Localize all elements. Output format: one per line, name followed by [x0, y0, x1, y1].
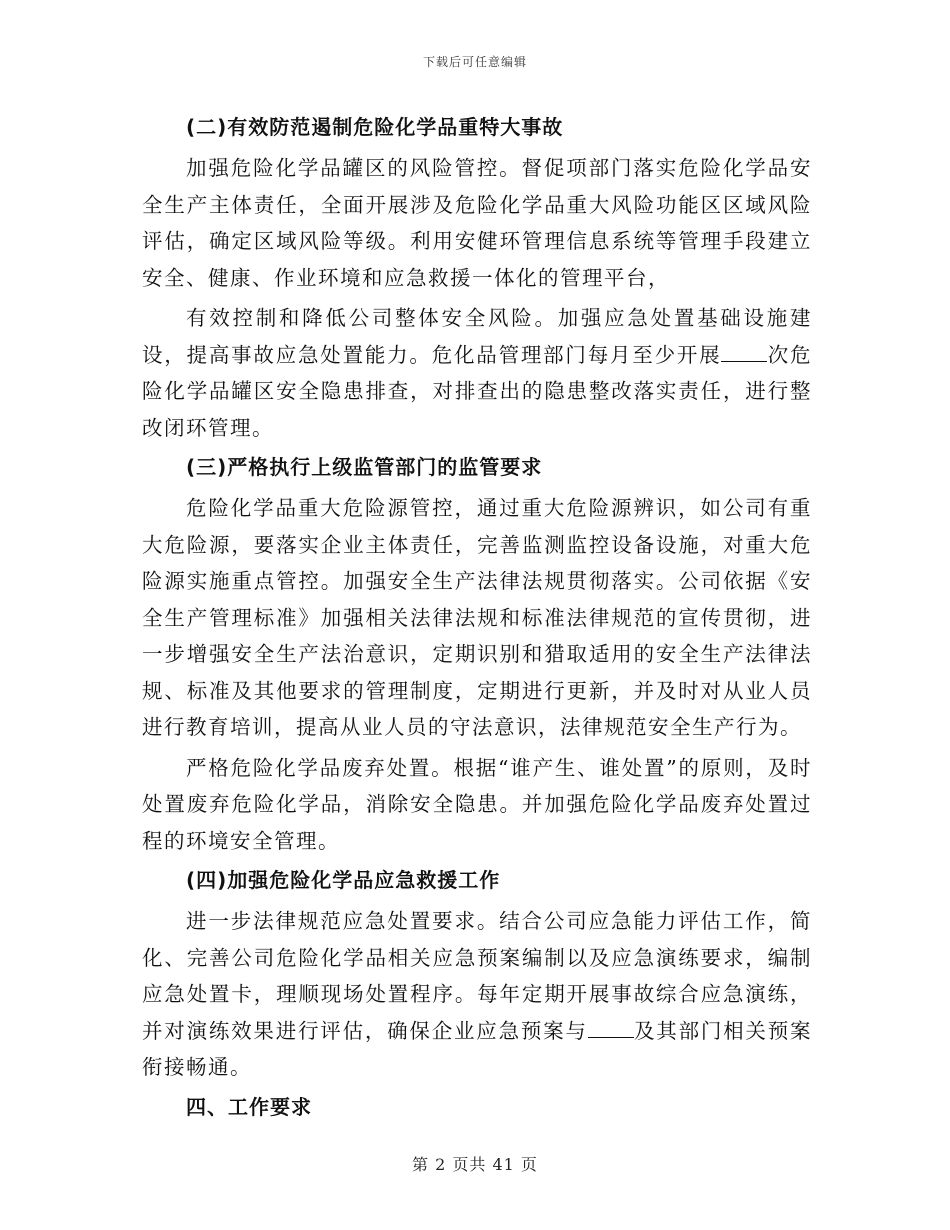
paragraph-text: 次危险化学品罐区安全隐患排查，对排查出的隐患整改落实责任，进行整改闭环管理。: [142, 342, 813, 440]
paragraph: 严格危险化学品废弃处置。根据“谁产生、谁处置”的原则，及时处置废弃危险化学品，消除安全隐患。并加强危险化学品废弃处置过程的环境安全管理。: [142, 755, 812, 853]
fill-in-blank: [721, 343, 767, 362]
fill-in-blank: [588, 1019, 634, 1038]
section-heading-3: (三)严格执行上级监管部门的监管要求: [186, 455, 543, 479]
page-header: 下载后可任意编辑: [422, 55, 527, 69]
paragraph-with-blank: [142, 300, 812, 446]
part-heading-4: 四、工作要求: [186, 1094, 312, 1119]
paragraph: 加强危险化学品罐区的风险管控。督促项部门落实危险化学品安全生产主体责任，全面开展涉及危险化学品重大风险功能区区域风险评估，确定区域风险等级。利用安健环管理信息系统等管理手段建立安全、健康、作业环境和应急救援一体化的管理平台，: [142, 156, 812, 290]
section-heading-4: (四)加强危险化学品应急救援工作: [186, 868, 501, 892]
paragraph: 危险化学品重大危险源管控，通过重大危险源辨识，如公司有重大危险源，要落实企业主体责任，完善监测监控设备设施，对重大危险源实施重点管控。加强安全生产法律法规贯彻落实。公司依据《安全生产管理标准》加强相关法律法规和标准法律规范的宣传贯彻，进一步增强安全生产法治意识，定期识别和猎取适用的安全生产法律法规、标准及其他要求的管理制度，定期进行更新，并及时对从业人员进行教育培训，提高从业人员的守法意识，法律规范安全生产行为。: [142, 496, 812, 739]
paragraph-text: 及其部门相关预案衔接畅通。: [142, 1018, 813, 1079]
section-heading-2: (二)有效防范遏制危险化学品重特大事故: [186, 115, 564, 139]
paragraph-with-blank: [142, 903, 812, 1086]
paragraph-text: 有效控制和降低公司整体安全风险。加强应急处置基础设施建设，提高事故应急处置能力。危化品管理部门每月至少开展: [142, 306, 812, 367]
document-body: [142, 110, 812, 1130]
paragraph-text: 进一步法律规范应急处置要求。结合公司应急能力评估工作，简化、完善公司危险化学品相关应急预案编制以及应急演练要求，编制应急处置卡，理顺现场处置程序。每年定期开展事故综合应急演练，并对演练效果进行评估，确保企业应急预案与: [142, 909, 812, 1043]
page-footer: 第 2 页共 41 页: [412, 1155, 538, 1174]
